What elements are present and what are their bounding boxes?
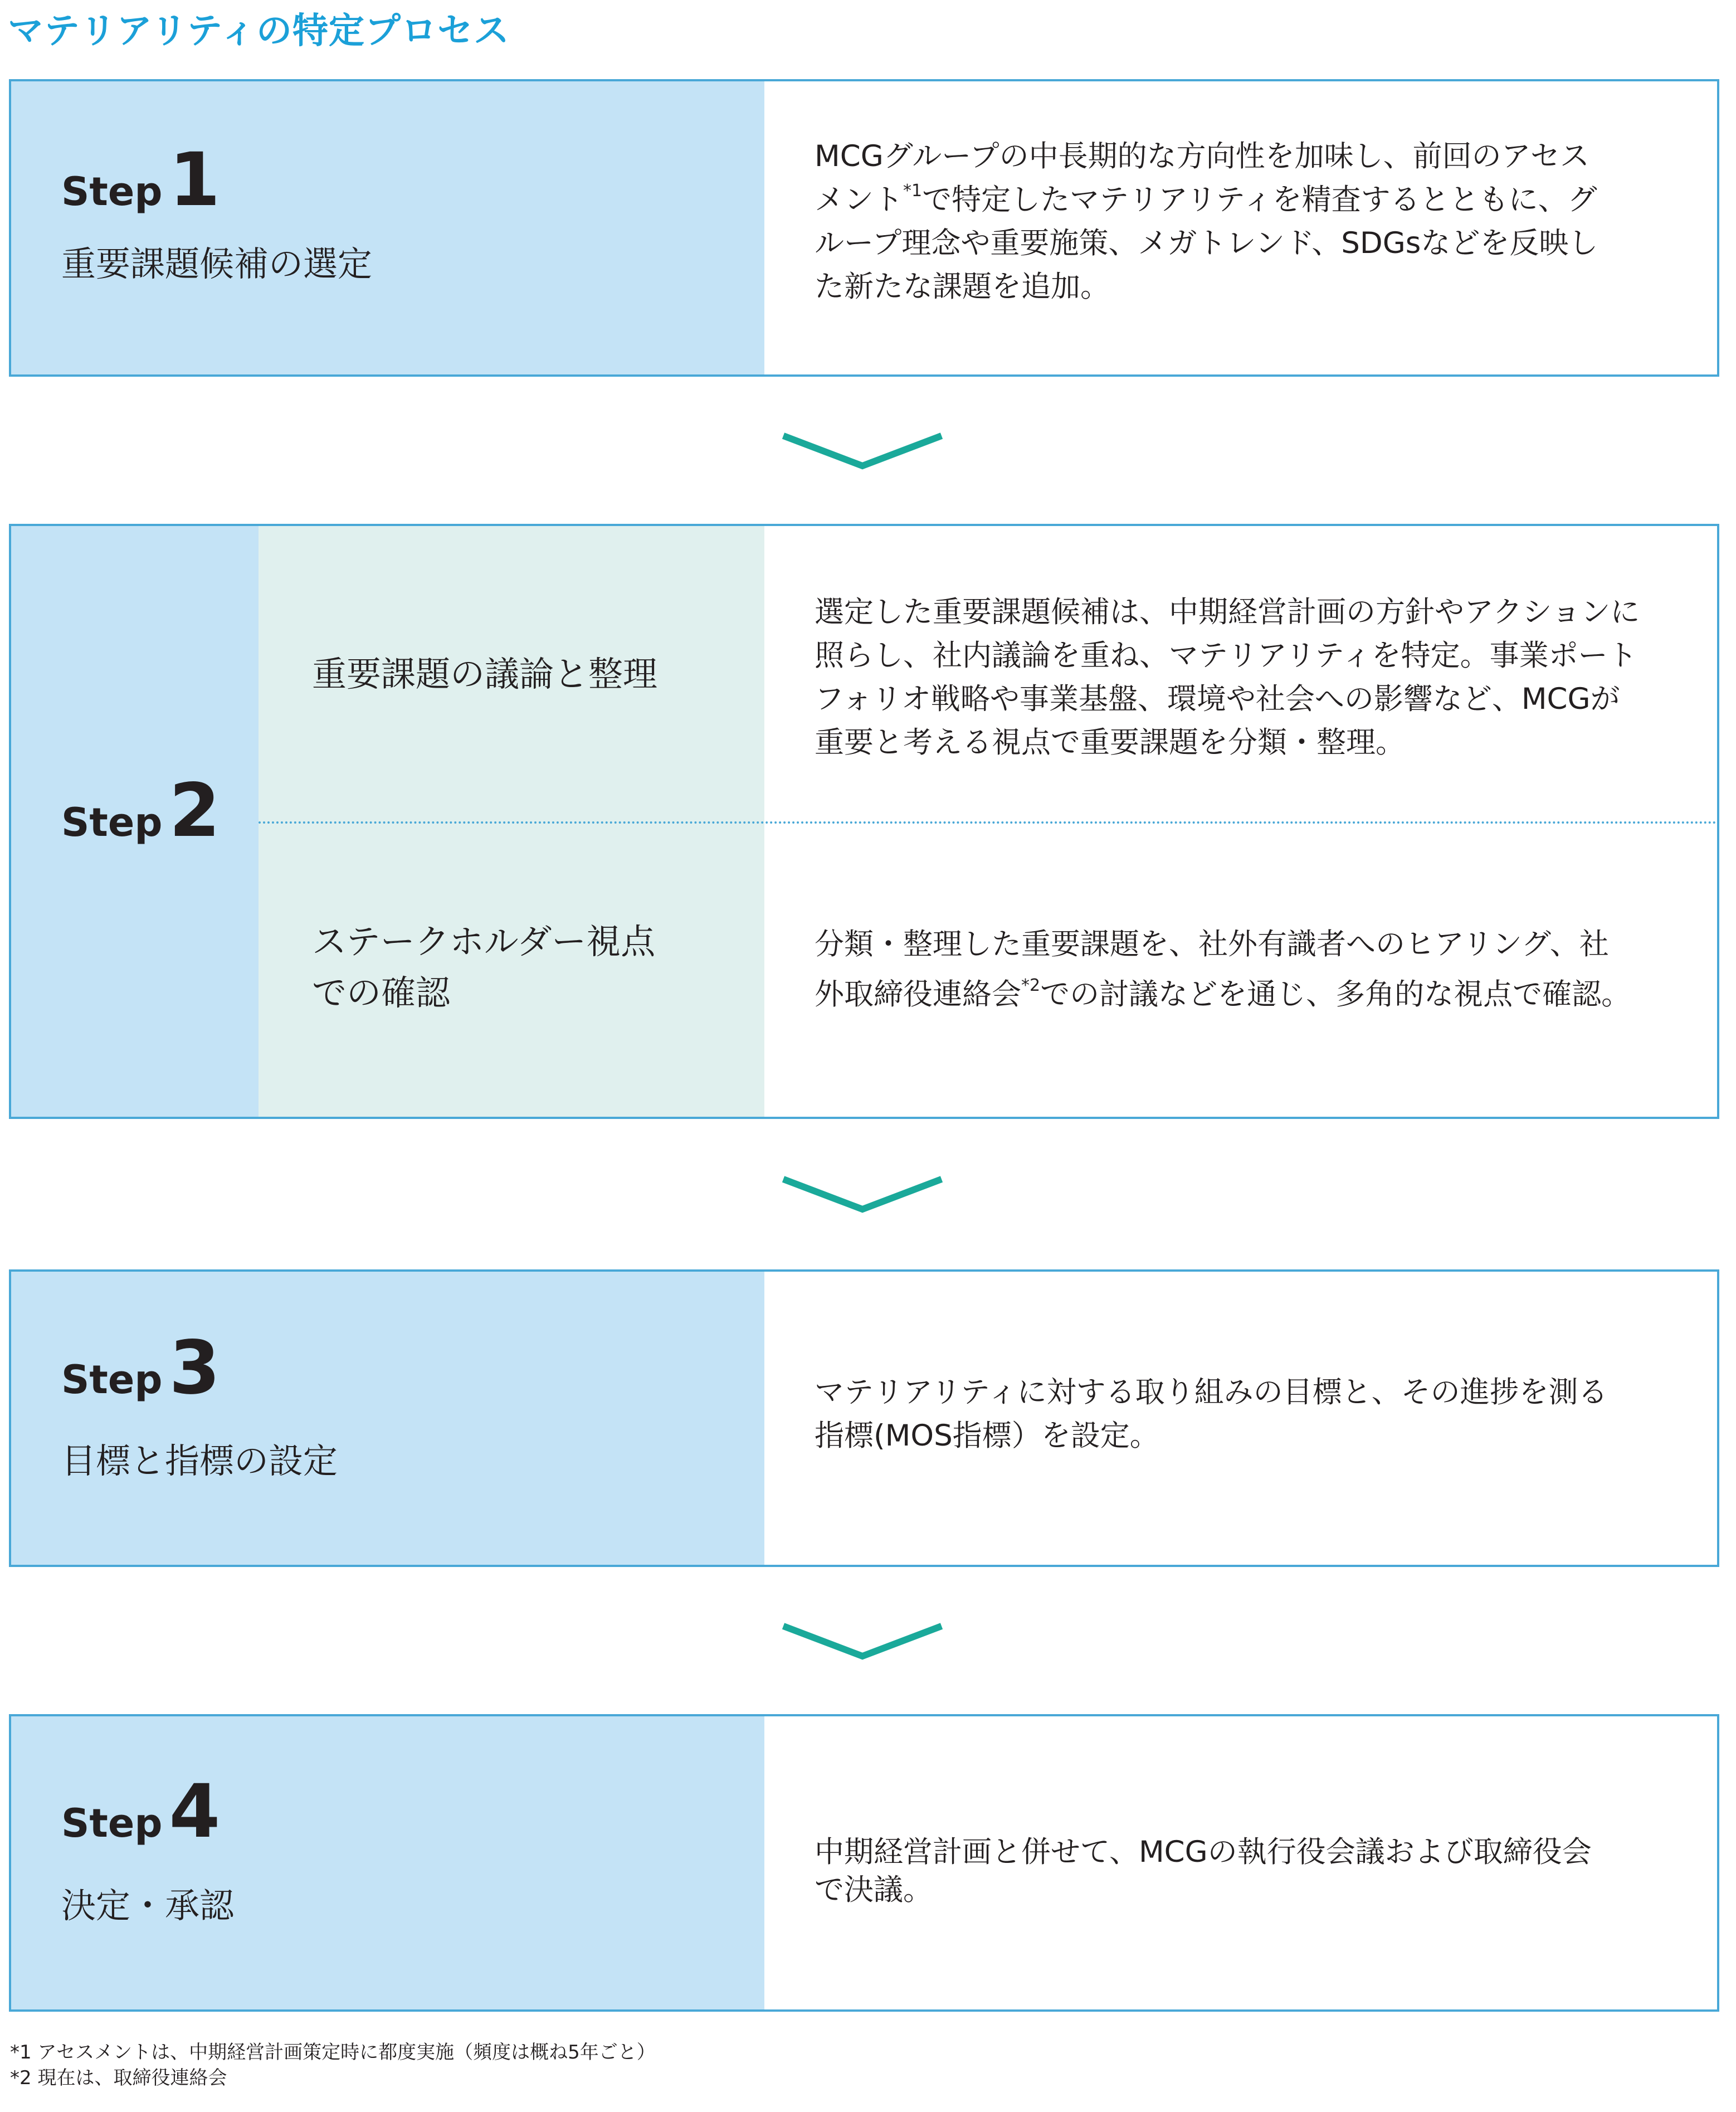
step-2-heading — [61, 768, 220, 854]
footnote-2: *2 現在は、取締役連絡会 — [10, 2067, 227, 2089]
step-word: Step — [61, 1800, 163, 1846]
substep-divider — [259, 821, 1717, 824]
page-title: マテリアリティの特定プロセス — [8, 11, 510, 52]
step-word: Step — [61, 1357, 163, 1403]
footnote-1: *1 アセスメントは、中期経営計画策定時に都度実施（頻度は概ね5年ごと） — [10, 2041, 656, 2064]
step-4-label-panel — [11, 1716, 764, 2009]
footnote-ref-2: *2 — [1021, 976, 1041, 995]
step-3-title: 目標と指標の設定 — [61, 1441, 338, 1481]
description-line: た新たな課題を追加。 — [815, 270, 1110, 304]
step-3-heading — [61, 1325, 220, 1411]
description-line: 重要と考える視点で重要課題を分類・整理。 — [815, 726, 1405, 760]
description-line: 選定した重要課題候補は、中期経営計画の方針やアクションに — [815, 595, 1640, 629]
step-3-description — [815, 1371, 1684, 1458]
description-line: メント$^{*1}$で特定したマテリアリティを精査するとともに、グ — [815, 181, 1597, 217]
description-line: 外取締役連絡会$^{*2}$での討議などを通じ、多角的な視点で確認。 — [815, 976, 1631, 1011]
step-number: 2 — [169, 768, 221, 854]
chevron-down-icon — [779, 1619, 946, 1664]
step-2-box — [9, 524, 1719, 1119]
step-word: Step — [61, 800, 163, 845]
description-line: 指標(MOS指標）を設定。 — [815, 1419, 1159, 1453]
step-1-description — [815, 135, 1684, 309]
chevron-down-icon — [779, 429, 946, 474]
description-line: マテリアリティに対する取り組みの目標と、その進捗を測る — [815, 1375, 1608, 1409]
description-line: フォリオ戦略や事業基盤、環境や社会への影響など、MCGが — [815, 682, 1620, 716]
step-4-heading — [61, 1769, 220, 1855]
step-4-box — [9, 1714, 1719, 2012]
substep-1-description — [815, 591, 1684, 765]
step-3-box — [9, 1269, 1719, 1567]
chevron-down-icon — [779, 1172, 946, 1217]
footnotes — [10, 2040, 656, 2091]
description-line: 照らし、社内議論を重ね、マテリアリティを特定。事業ポート — [815, 639, 1637, 673]
substep-2-description — [815, 919, 1684, 1020]
step-number: 3 — [169, 1325, 221, 1411]
description-line: 中期経営計画と併せて、MCGの執行役会議および取締役会 — [815, 1835, 1592, 1869]
footnote-ref-1: *1 — [903, 181, 923, 201]
step-1-title: 重要課題候補の選定 — [61, 244, 373, 284]
substep-1-title: 重要課題の議論と整理 — [312, 654, 658, 694]
description-line: MCGグループの中長期的な方向性を加味し、前回のアセス — [815, 139, 1590, 173]
description-line: 分類・整理した重要課題を、社外有識者へのヒアリング、社 — [815, 927, 1609, 961]
step-1-heading — [61, 137, 220, 223]
step-4-description — [815, 1833, 1684, 1909]
description-line: ループ理念や重要施策、メガトレンド、SDGsなどを反映し — [815, 226, 1598, 260]
step-4-title: 決定・承認 — [61, 1885, 235, 1926]
substep-2-title: ステークホルダー視点 での確認 — [312, 921, 656, 1013]
step-1-box — [9, 79, 1719, 377]
step-1-label-panel — [11, 81, 764, 374]
step-number: 4 — [169, 1769, 221, 1855]
step-3-label-panel — [11, 1272, 764, 1565]
step-number: 1 — [169, 137, 221, 223]
step-word: Step — [61, 169, 163, 215]
description-line: で決議。 — [815, 1873, 933, 1907]
